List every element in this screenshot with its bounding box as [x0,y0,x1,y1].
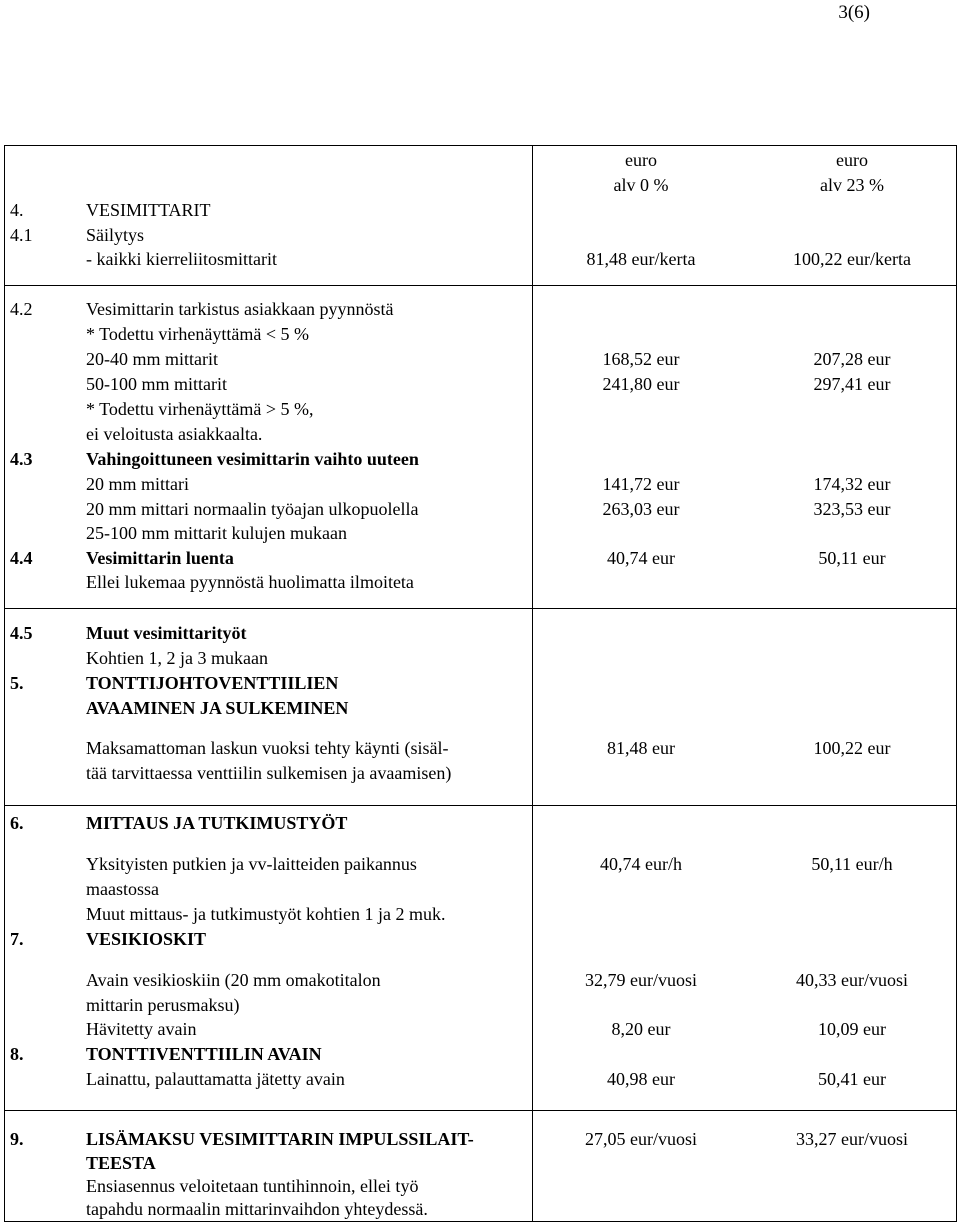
line-item: 20-40 mm mittarit [86,349,218,369]
page-number: 3(6) [838,2,870,23]
line-item: Avain vesikioskiin (20 mm omakotitalon [86,970,381,990]
price-alv0: 141,72 eur [602,474,680,494]
price-alv23: 100,22 eur/kerta [793,249,911,269]
line-item: Muut mittaus- ja tutkimustyöt kohtien 1 ja 2 muk. [86,904,446,924]
row-divider [4,805,957,806]
line-item: Hävitetty avain [86,1019,197,1039]
col2-header-vat: alv 23 % [820,175,884,195]
section-number: 8. [10,1044,24,1064]
col1-header-vat: alv 0 % [613,175,669,195]
section-number: 5. [10,673,24,693]
line-item: ei veloitusta asiakkaalta. [86,424,263,444]
price-alv0: 40,74 eur [607,548,675,568]
price-alv23: 50,41 eur [818,1069,886,1089]
price-alv23: 40,33 eur/vuosi [796,970,908,990]
price-alv0: 81,48 eur/kerta [586,249,696,269]
section-title: TEESTA [86,1153,156,1173]
price-alv23: 174,32 eur [813,474,891,494]
price-alv23: 50,11 eur [818,548,886,568]
line-item: 25-100 mm mittarit kulujen mukaan [86,523,347,543]
section-number: 9. [10,1129,24,1149]
line-item: mittarin perusmaksu) [86,995,240,1015]
table-border-top [4,145,957,146]
line-item: Yksityisten putkien ja vv-laitteiden paikannus [86,854,417,874]
price-alv0: 40,98 eur [607,1069,675,1089]
line-item: Ellei lukemaa pyynnöstä huolimatta ilmoiteta [86,572,414,592]
column-divider [532,145,533,1222]
line-item: - kaikki kierreliitosmittarit [86,249,277,269]
section-title: Säilytys [86,225,145,245]
price-alv23: 100,22 eur [813,738,891,758]
section-number: 4.2 [10,299,33,319]
section-number: 7. [10,929,24,949]
section-title: Vahingoittuneen vesimittarin vaihto uuteen [86,449,419,469]
line-item: * Todettu virhenäyttämä < 5 % [86,324,310,344]
price-alv0: 241,80 eur [602,374,680,394]
section-title: Muut vesimittarityöt [86,623,247,643]
line-item: Kohtien 1, 2 ja 3 mukaan [86,648,268,668]
col2-header-currency: euro [836,150,868,170]
section-title: AVAAMINEN JA SULKEMINEN [86,698,349,718]
price-alv23: 207,28 eur [813,349,891,369]
line-item: 20 mm mittari [86,474,189,494]
section-title: Vesimittarin tarkistus asiakkaan pyynnöstä [86,299,394,319]
table-border-bottom [4,1221,957,1222]
section-title: TONTTIJOHTOVENTTIILIEN [86,673,339,693]
line-item: Maksamattoman laskun vuoksi tehty käynti (sisäl- [86,738,449,758]
line-item: 50-100 mm mittarit [86,374,227,394]
section-number: 4.1 [10,225,33,245]
price-alv23: 323,53 eur [813,499,891,519]
section-title: MITTAUS JA TUTKIMUSTYÖT [86,813,348,833]
price-alv23: 10,09 eur [818,1019,886,1039]
section-title: TONTTIVENTTIILIN AVAIN [86,1044,322,1064]
price-alv0: 168,52 eur [602,349,680,369]
section-title: Vesimittarin luenta [86,548,234,568]
price-alv0: 40,74 eur/h [600,854,682,874]
line-item: 20 mm mittari normaalin työajan ulkopuolella [86,499,419,519]
line-item: tää tarvittaessa venttiilin sulkemisen ja avaamisen) [86,763,452,783]
line-item: Ensiasennus veloitetaan tuntihinnoin, ellei työ [86,1176,419,1196]
table-border-right [956,145,957,1222]
price-alv23: 50,11 eur/h [811,854,893,874]
col1-header-currency: euro [625,150,657,170]
section-number: 4.5 [10,623,33,643]
row-divider [4,285,957,286]
line-item: maastossa [86,879,159,899]
section-title: VESIMITTARIT [86,200,211,220]
line-item: * Todettu virhenäyttämä > 5 %, [86,399,314,419]
price-alv23: 297,41 eur [813,374,891,394]
section-number: 4.4 [10,548,33,568]
line-item: Lainattu, palauttamatta jätetty avain [86,1069,345,1089]
section-title: VESIKIOSKIT [86,929,207,949]
section-number: 4. [10,200,24,220]
price-alv23: 33,27 eur/vuosi [796,1129,908,1149]
price-alv0: 27,05 eur/vuosi [585,1129,697,1149]
row-divider [4,1110,957,1111]
row-divider [4,608,957,609]
price-alv0: 32,79 eur/vuosi [585,970,697,990]
price-alv0: 81,48 eur [607,738,675,758]
section-number: 4.3 [10,449,33,469]
table-border-left [4,145,5,1222]
line-item: tapahdu normaalin mittarinvaihdon yhteydessä. [86,1199,428,1219]
price-alv0: 8,20 eur [611,1019,671,1039]
price-alv0: 263,03 eur [602,499,680,519]
section-number: 6. [10,813,24,833]
section-title: LISÄMAKSU VESIMITTARIN IMPULSSILAIT- [86,1129,474,1149]
